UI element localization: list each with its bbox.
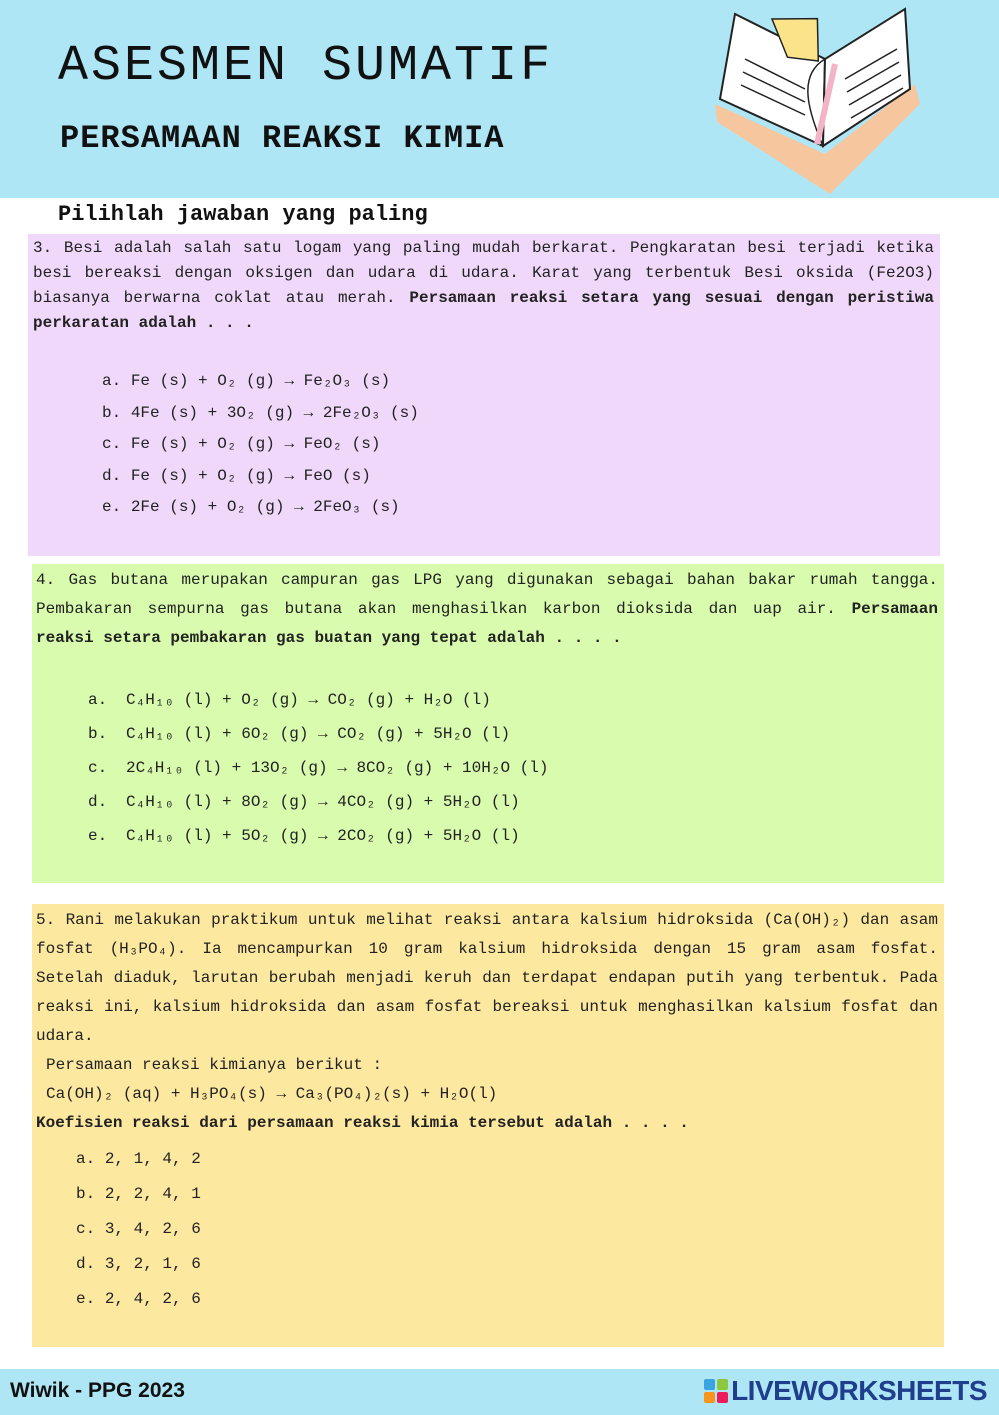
option-letter: d.	[88, 793, 108, 811]
question-3-number: 3.	[33, 239, 53, 257]
option-letter: d.	[76, 1255, 96, 1273]
option-text: C₄H₁₀ (l) + 6O₂ (g) → CO₂ (g) + 5H₂O (l)	[126, 725, 511, 743]
option-letter: a.	[88, 691, 108, 709]
question-3-stem	[33, 236, 934, 336]
option-text: Fe (s) + O₂ (g) → Fe₂O₃ (s)	[130, 372, 391, 390]
question-5-number: 5.	[36, 911, 56, 929]
question-4-option-d[interactable]	[88, 785, 938, 819]
option-letter: c.	[76, 1220, 96, 1238]
page-subtitle: PERSAMAAN REAKSI KIMIA	[60, 120, 505, 157]
question-4-text: Gas butana merupakan campuran gas LPG yang digunakan sebagai bahan bakar rumah tangga. Pembakaran sempurna gas butana akan menghasilkan karbon dioksida dan uap air.	[36, 571, 939, 618]
option-text: 2, 1, 4, 2	[104, 1150, 201, 1168]
option-text: 3, 2, 1, 6	[104, 1255, 201, 1273]
question-3-prompt: Persamaan reaksi setara yang sesuai dengan peristiwa perkaratan adalah . . .	[33, 289, 935, 332]
question-4	[32, 564, 944, 883]
question-4-number: 4.	[36, 571, 56, 589]
option-letter: b.	[76, 1185, 96, 1203]
brand-link[interactable]	[704, 1375, 987, 1407]
question-4-option-c[interactable]	[88, 751, 938, 785]
question-5-option-d[interactable]	[76, 1247, 938, 1282]
question-3-option-c[interactable]	[102, 429, 934, 461]
option-text: Fe (s) + O₂ (g) → FeO₂ (s)	[130, 435, 381, 453]
question-3-option-e[interactable]	[102, 492, 934, 524]
brand-name: LIVEWORKSHEETS	[731, 1375, 987, 1406]
author-label: Wiwik - PPG 2023	[10, 1379, 185, 1402]
open-book-icon	[705, 4, 925, 196]
option-text: 2Fe (s) + O₂ (g) → 2FeO₃ (s)	[130, 498, 400, 516]
option-text: C₄H₁₀ (l) + 5O₂ (g) → 2CO₂ (g) + 5H₂O (l)	[126, 827, 520, 845]
question-4-stem	[36, 566, 938, 653]
question-5-stem	[36, 906, 938, 1051]
option-letter: d.	[102, 466, 122, 485]
option-letter: e.	[76, 1290, 96, 1308]
footer-bar	[0, 1369, 999, 1415]
instruction-text: Pilihlah jawaban yang paling	[58, 202, 428, 227]
question-5-option-a[interactable]	[76, 1142, 938, 1177]
option-text: C₄H₁₀ (l) + O₂ (g) → CO₂ (g) + H₂O (l)	[126, 691, 491, 709]
question-4-prompt: Persamaan reaksi setara pembakaran gas buatan yang tepat adalah . . . .	[36, 600, 938, 647]
question-5-option-e[interactable]	[76, 1282, 938, 1317]
question-3-option-d[interactable]	[102, 461, 934, 493]
question-5-equation-label: Persamaan reaksi kimianya berikut :	[46, 1056, 383, 1074]
option-letter: a.	[102, 372, 122, 390]
option-text: 2C₄H₁₀ (l) + 13O₂ (g) → 8CO₂ (g) + 10H₂O (l)	[126, 759, 549, 777]
question-3-options	[33, 366, 934, 524]
option-letter: b.	[102, 403, 122, 422]
liveworksheets-logo-icon	[704, 1379, 728, 1403]
question-5-option-b[interactable]	[76, 1177, 938, 1212]
question-5	[32, 904, 944, 1347]
option-letter: e.	[102, 498, 122, 516]
option-text: Fe (s) + O₂ (g) → FeO (s)	[130, 466, 371, 485]
question-5-text: Rani melakukan praktikum untuk melihat reaksi antara kalsium hidroksida (Ca(OH)₂) dan asam fosfat (H₃PO₄). Ia mencampurkan 10 gram kalsium hidroksida dengan 15 gram asam fosfat. Setelah diaduk, larutan berubah menjadi keruh dan terdapat endapan putih yang terbentuk. Pada reaksi ini, kalsium hidroksida dan asam fosfat bereaksi untuk menghasilkan kalsium fosfat dan udara.	[36, 911, 938, 1045]
option-text: 3, 4, 2, 6	[104, 1220, 201, 1238]
option-letter: c.	[88, 759, 108, 777]
question-5-equation: Ca(OH)₂ (aq) + H₃PO₄(s) → Ca₃(PO₄)₂(s) + H₂O(l)	[46, 1085, 498, 1103]
question-4-options	[36, 683, 938, 853]
option-text: 2, 2, 4, 1	[104, 1185, 201, 1203]
question-3-option-b[interactable]	[102, 398, 934, 430]
question-5-option-c[interactable]	[76, 1212, 938, 1247]
question-4-option-e[interactable]	[88, 819, 938, 853]
option-letter: a.	[76, 1150, 96, 1168]
page-title: ASESMEN SUMATIF	[58, 38, 554, 95]
question-4-option-a[interactable]	[88, 683, 938, 717]
option-text: C₄H₁₀ (l) + 8O₂ (g) → 4CO₂ (g) + 5H₂O (l)	[126, 793, 520, 811]
option-letter: e.	[88, 827, 108, 845]
option-text: 4Fe (s) + 3O₂ (g) → 2Fe₂O₃ (s)	[130, 403, 419, 422]
question-4-option-b[interactable]	[88, 717, 938, 751]
question-3-text: Besi adalah salah satu logam yang paling mudah berkarat. Pengkaratan besi terjadi ketika besi bereaksi dengan oksigen dan udara di udara. Karat yang terbentuk Besi oksida (Fe2O3) biasanya berwarna coklat atau merah.	[33, 239, 934, 307]
header-banner	[0, 0, 999, 198]
option-letter: b.	[88, 725, 108, 743]
question-5-options	[36, 1142, 938, 1317]
option-letter: c.	[102, 435, 122, 453]
question-3-option-a[interactable]	[102, 366, 934, 398]
question-3	[28, 234, 940, 556]
option-text: 2, 4, 2, 6	[104, 1290, 201, 1308]
question-5-prompt: Koefisien reaksi dari persamaan reaksi kimia tersebut adalah . . . .	[36, 1114, 689, 1132]
